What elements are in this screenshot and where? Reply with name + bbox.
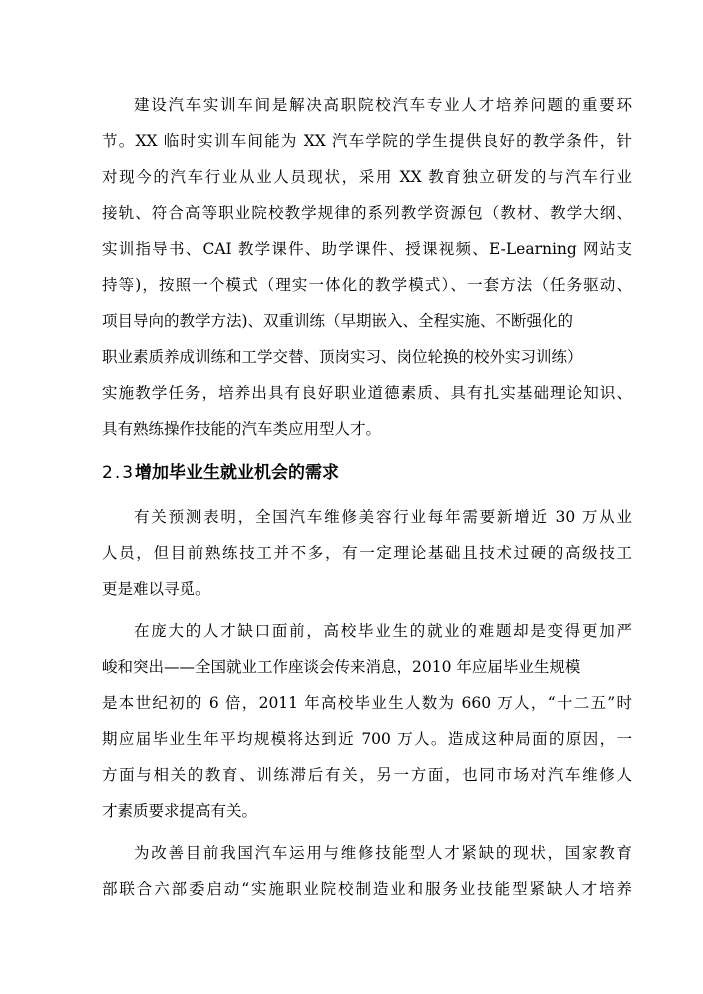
paragraph-3-line-6: 才素质要求提高有关。 bbox=[102, 802, 258, 820]
paragraph-4-line-1: 为改善目前我国汽车运用与维修技能型人才紧缺的现状，国家教育 bbox=[134, 844, 632, 862]
paragraph-4-line-2: 部联合六部委启动“实施职业院校制造业和服务业技能型紧缺人才培养 bbox=[102, 880, 632, 898]
paragraph-3-line-2: 峻和突出——全国就业工作座谈会传来消息，2010 年应届毕业生规模 bbox=[102, 658, 581, 676]
paragraph-1-line-6: 持等)，按照一个模式（理实一体化的教学模式）、一套方法（任务驱动、 bbox=[102, 276, 632, 294]
paragraph-1-line-4: 接轨、符合高等职业院校教学规律的系列教学资源包（教材、教学大纲、 bbox=[102, 204, 632, 222]
section-heading bbox=[102, 462, 632, 484]
paragraph-1-line-2: 节。XX 临时实训车间能为 XX 汽车学院的学生提供良好的教学条件，针 bbox=[102, 132, 632, 150]
paragraph-1-line-1: 建设汽车实训车间是解决高职院校汽车专业人才培养问题的重要环 bbox=[134, 96, 632, 114]
paragraph-3-line-4: 期应届毕业生年平均规模将达到近 700 万人。造成这种局面的原因，一 bbox=[102, 730, 632, 748]
paragraph-2-line-2: 人员，但目前熟练技工并不多，有一定理论基础且技术过硬的高级技工 bbox=[102, 544, 632, 562]
section-number: 2.3 bbox=[102, 463, 136, 483]
paragraph-3-line-3: 是本世纪初的 6 倍，2011 年高校毕业生人数为 660 万人，“十二五”时 bbox=[102, 694, 632, 712]
paragraph-2-line-1: 有关预测表明，全国汽车维修美容行业每年需要新增近 30 万从业 bbox=[134, 508, 632, 526]
paragraph-2-line-3: 更是难以寻觅。 bbox=[102, 580, 211, 598]
paragraph-1-line-8: 职业素质养成训练和工学交替、顶岗实习、岗位轮换的校外实习训练） bbox=[102, 348, 583, 366]
section-title: 增加毕业生就业机会的需求 bbox=[135, 463, 340, 483]
paragraph-1-line-9: 实施教学任务，培养出具有良好职业道德素质、具有扎实基础理论知识、 bbox=[102, 384, 632, 402]
paragraph-1-line-10: 具有熟练操作技能的汽车类应用型人才。 bbox=[102, 420, 382, 438]
paragraph-3-line-1: 在庞大的人才缺口面前，高校毕业生的就业的难题却是变得更加严 bbox=[134, 622, 632, 640]
paragraph-1-line-7: 项目导向的教学方法)、双重训练（早期嵌入、全程实施、不断强化的 bbox=[102, 312, 574, 330]
paragraph-1-line-5: 实训指导书、CAI 教学课件、助学课件、授课视频、E-Learning 网站支 bbox=[102, 240, 632, 258]
paragraph-3-line-5: 方面与相关的教育、训练滞后有关，另一方面，也同市场对汽车维修人 bbox=[102, 766, 632, 784]
paragraph-1-line-3: 对现今的汽车行业从业人员现状，采用 XX 教育独立研发的与汽车行业 bbox=[102, 168, 632, 186]
